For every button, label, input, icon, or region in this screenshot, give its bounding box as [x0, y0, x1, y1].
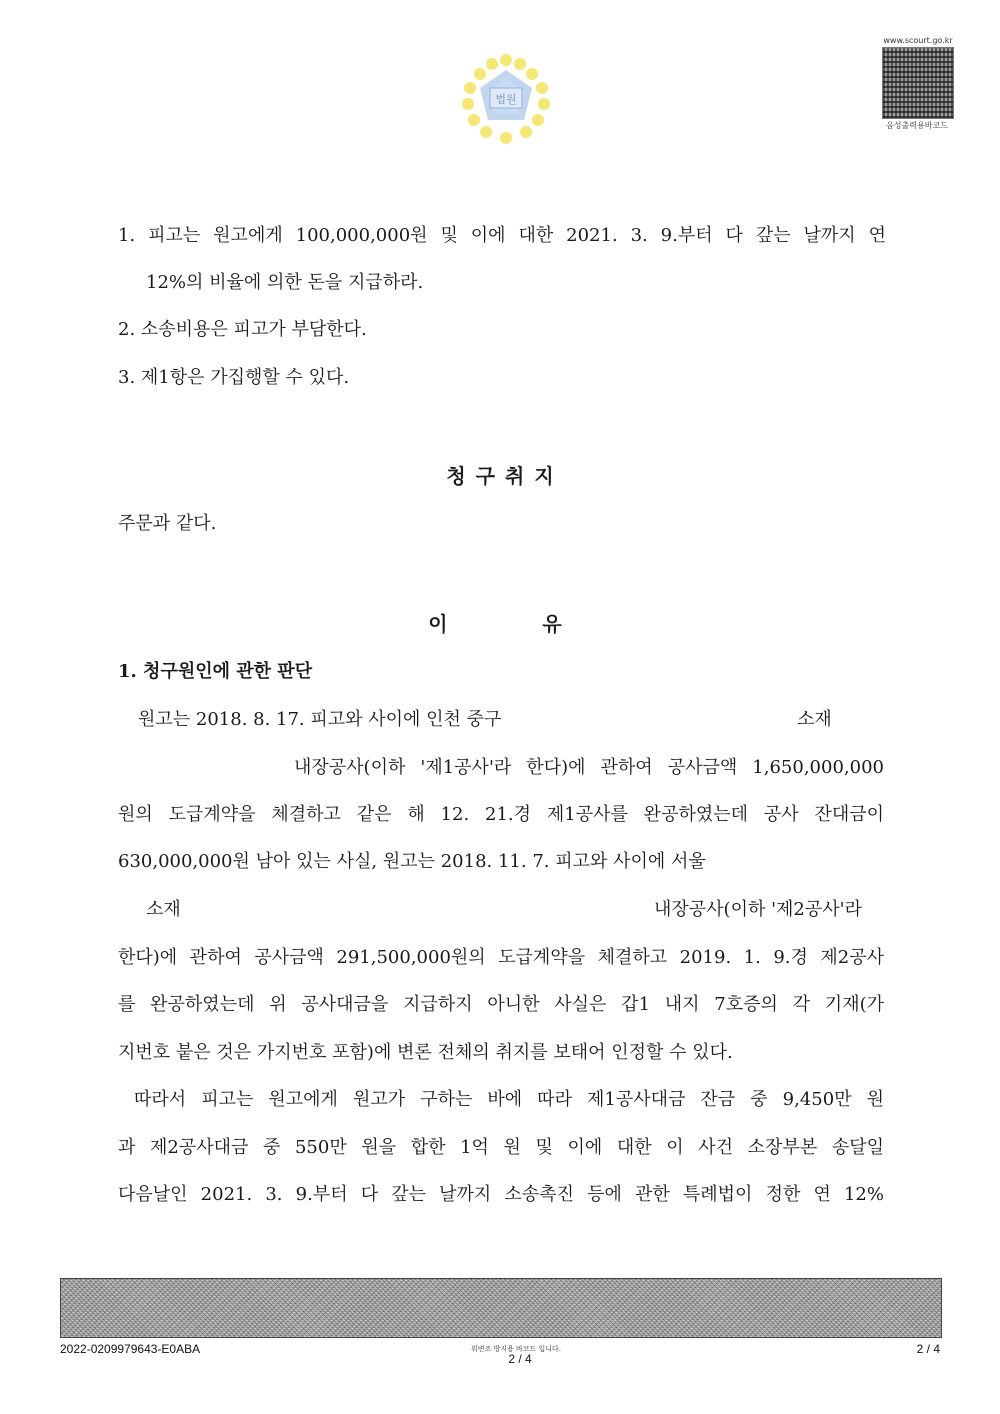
qr-caption: 음성출력용바코드 — [886, 121, 948, 130]
paragraph-1-line-1-tail: 소재 — [797, 709, 832, 730]
page-number-right: 2 / 4 — [916, 1342, 940, 1356]
paragraph-2-line-2: 과 제2공사대금 중 550만 원을 합한 1억 원 및 이에 대한 이 사건 소장부본 송달일 — [118, 1137, 884, 1158]
order-item-1-line-2: 12%의 비율에 의한 돈을 지급하라. — [146, 272, 424, 293]
reasons-heading: 이 유 — [428, 612, 572, 636]
paragraph-2-line-1: 따라서 피고는 원고에게 원고가 구하는 바에 따라 제1공사대금 잔금 중 9,450만 원 — [134, 1089, 884, 1110]
paragraph-1-line-2: 내장공사(이하 '제1공사'라 한다)에 관하여 공사금액 1,650,000,000 — [294, 757, 884, 778]
order-item-3: 3. 제1항은 가집행할 수 있다. — [118, 367, 350, 388]
paragraph-2-line-3: 다음날인 2021. 3. 9.부터 다 갚는 날까지 소송촉진 등에 관한 특례법이 정한 연 12% — [118, 1184, 884, 1205]
section-1-title: 1. 청구원인에 관한 판단 — [118, 661, 313, 682]
paragraph-1-line-5-head: 소재 — [146, 899, 181, 920]
document-id: 2022-0209979643-E0ABA — [60, 1342, 201, 1356]
paragraph-1-line-7: 를 완공하였는데 위 공사대금을 지급하지 아니한 사실은 갑1 내지 7호증의 각 기재(가 — [118, 994, 884, 1015]
claim-heading: 청구취지 — [446, 464, 564, 488]
anti-forgery-barcode — [60, 1278, 942, 1338]
court-emblem-logo — [458, 52, 554, 144]
claim-text: 주문과 같다. — [118, 513, 217, 534]
paragraph-1-line-8: 지번호 붙은 것은 가지번호 포함)에 변론 전체의 취지를 보태어 인정할 수 있다. — [118, 1042, 733, 1063]
barcode-notice: 위변조 방지용 바코드 입니다. — [470, 1345, 562, 1353]
qr-url: www.scourt.go.kr — [883, 36, 953, 45]
paragraph-1-line-5-tail: 내장공사(이하 '제2공사'라 — [654, 899, 862, 920]
paragraph-1-line-6: 한다)에 관하여 공사금액 291,500,000원의 도급계약을 체결하고 2019. 1. 9.경 제2공사 — [118, 947, 884, 968]
qr-code-icon — [882, 47, 954, 119]
order-item-1-line-1: 1. 피고는 원고에게 100,000,000원 및 이에 대한 2021. 3. 9.부터 다 갚는 날까지 연 — [118, 225, 886, 246]
order-item-2: 2. 소송비용은 피고가 부담한다. — [118, 319, 367, 340]
page-number-center: 2 / 4 — [508, 1352, 532, 1366]
paragraph-1-line-1: 원고는 2018. 8. 17. 피고와 사이에 인천 중구 — [138, 709, 502, 730]
paragraph-1-line-3: 원의 도급계약을 체결하고 같은 해 12. 21.경 제1공사를 완공하였는데 공사 잔대금이 — [118, 804, 884, 825]
paragraph-1-line-4: 630,000,000원 남아 있는 사실, 원고는 2018. 11. 7. 피고와 사이에 서울 — [118, 851, 706, 872]
emblem-text: 법원 — [495, 93, 517, 106]
